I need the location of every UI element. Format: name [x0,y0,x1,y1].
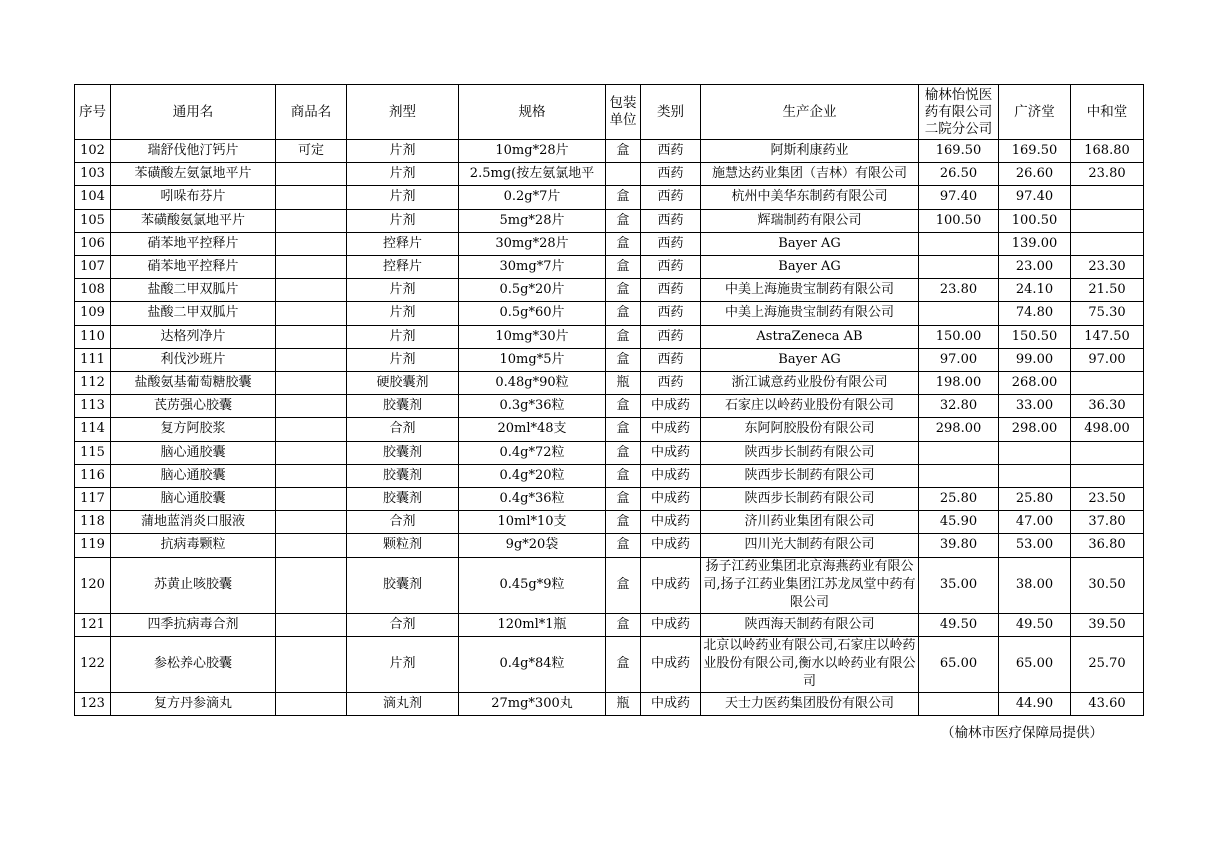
cell-price-zhonghetang: 147.50 [1071,325,1144,348]
cell-package-unit: 盒 [606,511,641,534]
cell-price-yiyue: 39.80 [919,534,999,557]
cell-dosage-form: 片剂 [347,209,459,232]
cell-index: 111 [75,348,111,371]
cell-price-yiyue: 32.80 [919,395,999,418]
cell-price-yiyue [919,692,999,715]
cell-dosage-form: 片剂 [347,186,459,209]
cell-price-yiyue [919,232,999,255]
cell-dosage-form: 片剂 [347,279,459,302]
cell-specification: 10ml*10支 [459,511,606,534]
cell-category: 西药 [641,279,701,302]
cell-price-zhonghetang: 23.30 [1071,256,1144,279]
cell-manufacturer: 扬子江药业集团北京海燕药业有限公司,扬子江药业集团江苏龙凤堂中药有限公司 [701,557,919,613]
header-specification: 规格 [459,85,606,140]
cell-specification: 0.45g*9粒 [459,557,606,613]
cell-price-zhonghetang [1071,186,1144,209]
cell-manufacturer: 北京以岭药业有限公司,石家庄以岭药业股份有限公司,衡水以岭药业有限公司 [701,636,919,692]
cell-price-guangjitang: 65.00 [999,636,1071,692]
cell-brand-name [276,372,347,395]
cell-specification: 0.5g*20片 [459,279,606,302]
table-row [75,348,1144,371]
cell-index: 115 [75,441,111,464]
header-index: 序号 [75,85,111,140]
cell-price-zhonghetang: 36.30 [1071,395,1144,418]
table-row [75,372,1144,395]
cell-price-zhonghetang: 23.80 [1071,163,1144,186]
cell-package-unit: 瓶 [606,372,641,395]
cell-price-yiyue: 97.40 [919,186,999,209]
cell-package-unit: 盒 [606,418,641,441]
cell-specification: 10mg*28片 [459,140,606,163]
cell-package-unit: 瓶 [606,692,641,715]
cell-price-yiyue: 26.50 [919,163,999,186]
cell-package-unit: 盒 [606,488,641,511]
table-row [75,511,1144,534]
cell-brand-name [276,464,347,487]
cell-category: 西药 [641,325,701,348]
cell-generic-name: 瑞舒伐他汀钙片 [111,140,276,163]
cell-brand-name [276,186,347,209]
cell-specification: 120ml*1瓶 [459,613,606,636]
cell-brand-name [276,209,347,232]
cell-manufacturer: 陕西步长制药有限公司 [701,441,919,464]
cell-price-guangjitang: 74.80 [999,302,1071,325]
cell-package-unit: 盒 [606,557,641,613]
cell-brand-name [276,613,347,636]
cell-category: 中成药 [641,557,701,613]
cell-generic-name: 复方丹参滴丸 [111,692,276,715]
cell-dosage-form: 胶囊剂 [347,395,459,418]
cell-brand-name [276,395,347,418]
header-manufacturer: 生产企业 [701,85,919,140]
cell-category: 西药 [641,209,701,232]
cell-category: 中成药 [641,441,701,464]
table-row [75,557,1144,613]
cell-package-unit: 盒 [606,395,641,418]
cell-category: 西药 [641,232,701,255]
cell-price-guangjitang: 97.40 [999,186,1071,209]
cell-category: 西药 [641,348,701,371]
cell-brand-name [276,692,347,715]
cell-manufacturer: Bayer AG [701,256,919,279]
cell-price-guangjitang: 38.00 [999,557,1071,613]
cell-index: 114 [75,418,111,441]
cell-category: 西药 [641,140,701,163]
cell-package-unit: 盒 [606,464,641,487]
cell-brand-name [276,636,347,692]
table-row [75,140,1144,163]
cell-price-yiyue: 97.00 [919,348,999,371]
cell-package-unit: 盒 [606,279,641,302]
cell-price-yiyue: 35.00 [919,557,999,613]
cell-manufacturer: 石家庄以岭药业股份有限公司 [701,395,919,418]
cell-price-zhonghetang: 168.80 [1071,140,1144,163]
cell-dosage-form: 颗粒剂 [347,534,459,557]
cell-price-guangjitang: 33.00 [999,395,1071,418]
cell-price-zhonghetang [1071,209,1144,232]
cell-manufacturer: 中美上海施贵宝制药有限公司 [701,279,919,302]
cell-specification: 5mg*28片 [459,209,606,232]
cell-index: 102 [75,140,111,163]
cell-category: 西药 [641,163,701,186]
cell-price-yiyue: 150.00 [919,325,999,348]
cell-generic-name: 蒲地蓝消炎口服液 [111,511,276,534]
cell-category: 中成药 [641,692,701,715]
cell-category: 中成药 [641,511,701,534]
cell-brand-name [276,511,347,534]
cell-brand-name [276,418,347,441]
header-pharmacy-yiyue: 榆林怡悦医药有限公司二院分公司 [919,85,999,140]
cell-dosage-form: 片剂 [347,636,459,692]
table-row [75,464,1144,487]
cell-index: 108 [75,279,111,302]
cell-category: 中成药 [641,636,701,692]
cell-dosage-form: 片剂 [347,163,459,186]
header-dosage-form: 剂型 [347,85,459,140]
table-row [75,302,1144,325]
cell-specification: 0.3g*36粒 [459,395,606,418]
cell-dosage-form: 硬胶囊剂 [347,372,459,395]
cell-index: 107 [75,256,111,279]
table-row [75,636,1144,692]
cell-manufacturer: 陕西步长制药有限公司 [701,464,919,487]
cell-price-zhonghetang: 37.80 [1071,511,1144,534]
cell-price-guangjitang: 24.10 [999,279,1071,302]
cell-specification: 27mg*300丸 [459,692,606,715]
cell-index: 113 [75,395,111,418]
cell-specification: 30mg*28片 [459,232,606,255]
cell-manufacturer: 陕西海天制药有限公司 [701,613,919,636]
cell-price-guangjitang: 268.00 [999,372,1071,395]
cell-brand-name [276,441,347,464]
cell-index: 122 [75,636,111,692]
cell-dosage-form: 合剂 [347,511,459,534]
cell-specification: 2.5mg(按左氨氯地平 [459,163,606,186]
cell-dosage-form: 胶囊剂 [347,557,459,613]
cell-index: 110 [75,325,111,348]
table-row [75,232,1144,255]
cell-manufacturer: 杭州中美华东制药有限公司 [701,186,919,209]
cell-price-guangjitang: 44.90 [999,692,1071,715]
cell-price-guangjitang: 298.00 [999,418,1071,441]
cell-brand-name [276,534,347,557]
cell-price-zhonghetang [1071,232,1144,255]
cell-generic-name: 盐酸二甲双胍片 [111,279,276,302]
cell-generic-name: 盐酸氨基葡萄糖胶囊 [111,372,276,395]
cell-price-zhonghetang: 30.50 [1071,557,1144,613]
table-row [75,418,1144,441]
cell-index: 123 [75,692,111,715]
cell-index: 118 [75,511,111,534]
cell-price-guangjitang: 169.50 [999,140,1071,163]
cell-price-guangjitang: 23.00 [999,256,1071,279]
cell-specification: 0.4g*36粒 [459,488,606,511]
cell-category: 西药 [641,372,701,395]
table-row [75,279,1144,302]
cell-category: 中成药 [641,418,701,441]
header-generic-name: 通用名 [111,85,276,140]
cell-brand-name [276,279,347,302]
cell-category: 中成药 [641,464,701,487]
cell-brand-name [276,348,347,371]
cell-package-unit: 盒 [606,209,641,232]
cell-price-guangjitang: 100.50 [999,209,1071,232]
cell-category: 中成药 [641,488,701,511]
cell-dosage-form: 控释片 [347,256,459,279]
cell-price-guangjitang: 47.00 [999,511,1071,534]
cell-index: 116 [75,464,111,487]
cell-package-unit: 盒 [606,232,641,255]
cell-manufacturer: 济川药业集团有限公司 [701,511,919,534]
cell-generic-name: 达格列净片 [111,325,276,348]
cell-dosage-form: 合剂 [347,613,459,636]
cell-generic-name: 脑心通胶囊 [111,464,276,487]
cell-package-unit: 盒 [606,636,641,692]
cell-generic-name: 苯磺酸氨氯地平片 [111,209,276,232]
cell-dosage-form: 胶囊剂 [347,488,459,511]
table-row [75,441,1144,464]
cell-manufacturer: 东阿阿胶股份有限公司 [701,418,919,441]
cell-package-unit: 盒 [606,325,641,348]
cell-package-unit: 盒 [606,613,641,636]
cell-brand-name [276,488,347,511]
cell-price-guangjitang: 25.80 [999,488,1071,511]
cell-category: 西药 [641,256,701,279]
cell-specification: 10mg*30片 [459,325,606,348]
cell-generic-name: 芪苈强心胶囊 [111,395,276,418]
cell-manufacturer: 中美上海施贵宝制药有限公司 [701,302,919,325]
cell-specification: 0.2g*7片 [459,186,606,209]
header-pharmacy-zhonghetang: 中和堂 [1071,85,1144,140]
cell-price-zhonghetang: 43.60 [1071,692,1144,715]
cell-price-guangjitang: 53.00 [999,534,1071,557]
cell-dosage-form: 片剂 [347,325,459,348]
cell-index: 117 [75,488,111,511]
cell-price-yiyue: 298.00 [919,418,999,441]
cell-price-zhonghetang: 36.80 [1071,534,1144,557]
cell-index: 121 [75,613,111,636]
cell-category: 中成药 [641,613,701,636]
table-row [75,186,1144,209]
cell-price-yiyue: 169.50 [919,140,999,163]
cell-generic-name: 苏黄止咳胶囊 [111,557,276,613]
cell-package-unit [606,163,641,186]
table-row [75,325,1144,348]
cell-specification: 0.48g*90粒 [459,372,606,395]
cell-manufacturer: 阿斯利康药业 [701,140,919,163]
cell-generic-name: 硝苯地平控释片 [111,232,276,255]
cell-index: 109 [75,302,111,325]
cell-specification: 10mg*5片 [459,348,606,371]
cell-index: 120 [75,557,111,613]
cell-dosage-form: 滴丸剂 [347,692,459,715]
cell-category: 中成药 [641,395,701,418]
cell-dosage-form: 片剂 [347,302,459,325]
cell-index: 106 [75,232,111,255]
cell-category: 中成药 [641,534,701,557]
cell-dosage-form: 合剂 [347,418,459,441]
cell-brand-name [276,163,347,186]
header-package-unit: 包装单位 [606,85,641,140]
cell-specification: 0.5g*60片 [459,302,606,325]
cell-manufacturer: Bayer AG [701,348,919,371]
table-body [75,140,1144,716]
cell-dosage-form: 控释片 [347,232,459,255]
cell-generic-name: 四季抗病毒合剂 [111,613,276,636]
header-category: 类别 [641,85,701,140]
price-table-container [74,84,1144,716]
cell-package-unit: 盒 [606,302,641,325]
cell-price-yiyue: 100.50 [919,209,999,232]
cell-manufacturer: AstraZeneca AB [701,325,919,348]
table-row [75,163,1144,186]
cell-brand-name [276,256,347,279]
cell-index: 112 [75,372,111,395]
cell-package-unit: 盒 [606,441,641,464]
cell-price-zhonghetang: 39.50 [1071,613,1144,636]
cell-manufacturer: 浙江诚意药业股份有限公司 [701,372,919,395]
cell-price-zhonghetang: 21.50 [1071,279,1144,302]
cell-package-unit: 盒 [606,140,641,163]
source-note: （榆林市医疗保障局提供） [941,725,1103,741]
table-row [75,256,1144,279]
cell-price-zhonghetang: 498.00 [1071,418,1144,441]
cell-package-unit: 盒 [606,256,641,279]
cell-generic-name: 盐酸二甲双胍片 [111,302,276,325]
cell-brand-name [276,557,347,613]
cell-price-zhonghetang: 97.00 [1071,348,1144,371]
cell-price-zhonghetang [1071,372,1144,395]
cell-price-yiyue: 198.00 [919,372,999,395]
cell-category: 西药 [641,302,701,325]
header-brand-name: 商品名 [276,85,347,140]
cell-index: 104 [75,186,111,209]
cell-manufacturer: 陕西步长制药有限公司 [701,488,919,511]
cell-generic-name: 抗病毒颗粒 [111,534,276,557]
cell-price-yiyue [919,464,999,487]
table-row [75,613,1144,636]
cell-manufacturer: 天士力医药集团股份有限公司 [701,692,919,715]
table-row [75,209,1144,232]
table-row [75,395,1144,418]
cell-price-yiyue: 45.90 [919,511,999,534]
cell-brand-name [276,325,347,348]
cell-index: 119 [75,534,111,557]
cell-price-yiyue: 23.80 [919,279,999,302]
cell-generic-name: 脑心通胶囊 [111,441,276,464]
cell-package-unit: 盒 [606,348,641,371]
cell-price-yiyue [919,256,999,279]
cell-dosage-form: 片剂 [347,140,459,163]
cell-index: 103 [75,163,111,186]
cell-generic-name: 吲哚布芬片 [111,186,276,209]
cell-price-yiyue [919,441,999,464]
cell-specification: 30mg*7片 [459,256,606,279]
cell-price-guangjitang [999,441,1071,464]
cell-brand-name: 可定 [276,140,347,163]
table-header-row [75,85,1144,140]
cell-manufacturer: 辉瑞制药有限公司 [701,209,919,232]
cell-price-yiyue: 25.80 [919,488,999,511]
cell-package-unit: 盒 [606,534,641,557]
cell-price-zhonghetang: 25.70 [1071,636,1144,692]
cell-generic-name: 复方阿胶浆 [111,418,276,441]
cell-specification: 0.4g*84粒 [459,636,606,692]
cell-specification: 20ml*48支 [459,418,606,441]
cell-category: 西药 [641,186,701,209]
cell-price-zhonghetang [1071,464,1144,487]
table-row [75,488,1144,511]
cell-price-guangjitang: 49.50 [999,613,1071,636]
cell-generic-name: 硝苯地平控释片 [111,256,276,279]
cell-dosage-form: 胶囊剂 [347,441,459,464]
cell-dosage-form: 胶囊剂 [347,464,459,487]
cell-price-guangjitang [999,464,1071,487]
cell-specification: 0.4g*72粒 [459,441,606,464]
cell-specification: 9g*20袋 [459,534,606,557]
cell-brand-name [276,302,347,325]
cell-price-yiyue: 65.00 [919,636,999,692]
cell-generic-name: 苯磺酸左氨氯地平片 [111,163,276,186]
cell-price-zhonghetang: 75.30 [1071,302,1144,325]
cell-dosage-form: 片剂 [347,348,459,371]
cell-price-guangjitang: 26.60 [999,163,1071,186]
cell-index: 105 [75,209,111,232]
cell-price-yiyue: 49.50 [919,613,999,636]
header-pharmacy-guangjitang: 广济堂 [999,85,1071,140]
cell-price-guangjitang: 150.50 [999,325,1071,348]
cell-generic-name: 脑心通胶囊 [111,488,276,511]
cell-price-guangjitang: 99.00 [999,348,1071,371]
cell-price-yiyue [919,302,999,325]
cell-generic-name: 参松养心胶囊 [111,636,276,692]
cell-manufacturer: 施慧达药业集团（吉林）有限公司 [701,163,919,186]
cell-generic-name: 利伐沙班片 [111,348,276,371]
table-row [75,534,1144,557]
cell-price-zhonghetang [1071,441,1144,464]
cell-price-zhonghetang: 23.50 [1071,488,1144,511]
cell-manufacturer: Bayer AG [701,232,919,255]
cell-price-guangjitang: 139.00 [999,232,1071,255]
table-row [75,692,1144,715]
cell-specification: 0.4g*20粒 [459,464,606,487]
cell-package-unit: 盒 [606,186,641,209]
drug-price-table [74,84,1144,716]
cell-manufacturer: 四川光大制药有限公司 [701,534,919,557]
cell-brand-name [276,232,347,255]
